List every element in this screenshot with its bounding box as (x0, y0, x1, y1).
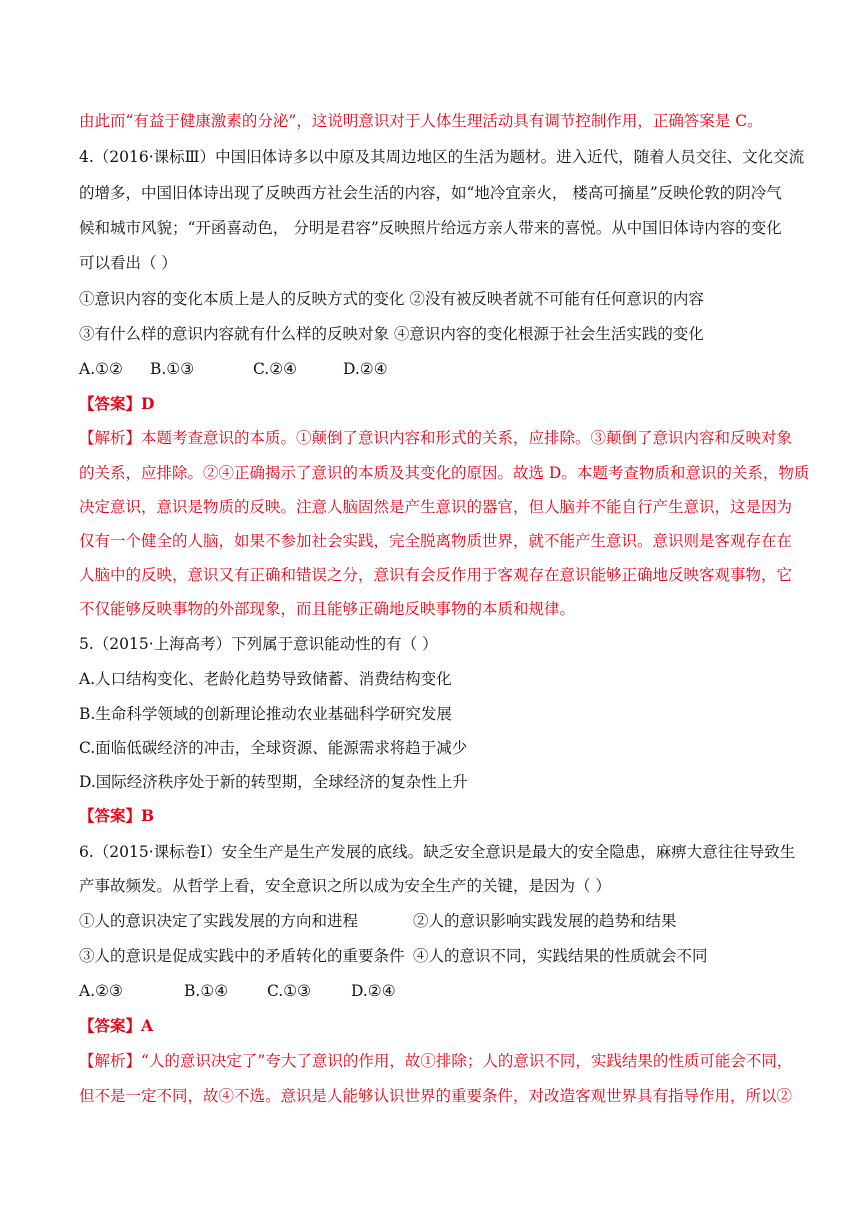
q4-analysis-line-5: 人脑中的反映，意识又有正确和错误之分，意识有会反作用于客观存在意识能够正确地反映客观事物，它 (79, 566, 793, 584)
q6-statement-3: ③人的意识是促成实践中的矛盾转化的重要条件 (79, 947, 405, 965)
q4-options (79, 359, 479, 379)
q4-stem-line-1: 4.（2016·课标Ⅲ）中国旧体诗多以中原及其周边地区的生活为题材。进入近代，随着人员交往、文化交流 (79, 148, 805, 166)
q5-answer: 【答案】B (79, 806, 155, 825)
q4-option-c: C.②④ (253, 360, 298, 378)
q6-analysis-line-1: 【解析】“人的意识决定了”夸大了意识的作用，故①排除；人的意识不同，实践结果的性质可能会不同， (79, 1052, 793, 1070)
q6-statement-1: ①人的意识决定了实践发展的方向和进程 (79, 912, 359, 930)
q4-stem-line-2: 的增多，中国旧体诗出现了反映西方社会生活的内容，如“地冷宜亲火， 楼高可摘星”反映伦敦的阴冷气 (79, 184, 782, 202)
q4-statement-1: ①意识内容的变化本质上是人的反映方式的变化 ②没有被反映者就不可能有任何意识的内容 (79, 290, 704, 308)
q5-stem: 5.（2015·上海高考）下列属于意识能动性的有（ ） (79, 635, 438, 653)
q4-analysis-line-6: 不仅能够反映事物的外部现象，而且能够正确地反映事物的本质和规律。 (79, 600, 576, 618)
q6-answer: 【答案】A (79, 1016, 154, 1035)
q6-option-a: A.②③ (79, 982, 123, 1000)
q5-option-a: A.人口结构变化、老龄化趋势导致储蓄、消费结构变化 (79, 670, 452, 688)
q6-stem-line-1: 6.（2015·课标卷Ⅰ）安全生产是生产发展的底线。缺乏安全意识是最大的安全隐患，麻痹大意往往导致生 (79, 843, 796, 861)
q6-stem-line-2: 产事故频发。从哲学上看，安全意识之所以成为安全生产的关键，是因为（ ） (79, 877, 611, 895)
q6-statement-2: ②人的意识影响实践发展的趋势和结果 (413, 912, 677, 930)
q4-stem-line-3: 候和城市风貌；“开函喜动色， 分明是君容”反映照片给远方亲人带来的喜悦。从中国旧体诗内容的变化 (79, 219, 782, 237)
q6-statements-row-2 (79, 946, 779, 966)
q4-option-d: D.②④ (343, 360, 388, 378)
q6-option-d: D.②④ (351, 982, 396, 1000)
q4-statement-2: ③有什么样的意识内容就有什么样的反映对象 ④意识内容的变化根源于社会生活实践的变化 (79, 325, 704, 343)
q6-options (79, 981, 479, 1001)
q5-option-c: C.面临低碳经济的冲击，全球资源、能源需求将趋于减少 (79, 739, 468, 757)
q4-analysis-line-2: 的关系，应排除。②④正确揭示了意识的本质及其变化的原因。故选 D。本题考查物质和意识的关系，物质 (79, 464, 810, 482)
intro-line: 由此而“有益于健康激素的分泌”，这说明意识对于人体生理活动具有调节控制作用，正确答案是 C。 (79, 112, 763, 130)
q6-statement-4: ④人的意识不同，实践结果的性质就会不同 (413, 947, 708, 965)
q4-analysis-line-4: 仅有一个健全的人脑，如果不参加社会实践，完全脱离物质世界，就不能产生意识。意识则是客观存在在 (79, 532, 793, 550)
q4-stem-line-4: 可以看出（ ） (79, 254, 177, 272)
q4-answer: 【答案】D (79, 394, 155, 413)
q6-option-b: B.①④ (184, 982, 229, 1000)
q4-analysis-line-1: 【解析】本题考查意识的本质。①颠倒了意识内容和形式的关系，应排除。③颠倒了意识内容和反映对象 (79, 429, 793, 447)
q6-analysis-line-2: 但不是一定不同，故④不选。意识是人能够认识世界的重要条件，对改造客观世界具有指导作用，所以② (79, 1087, 793, 1105)
q4-analysis-line-3: 决定意识，意识是物质的反映。注意人脑固然是产生意识的器官，但人脑并不能自行产生意识，这是因为 (79, 498, 793, 516)
q6-statements-row-1 (79, 911, 779, 931)
q5-option-d: D.国际经济秩序处于新的转型期，全球经济的复杂性上升 (79, 773, 468, 791)
q5-option-b: B.生命科学领域的创新理论推动农业基础科学研究发展 (79, 705, 452, 723)
q6-option-c: C.①③ (267, 982, 312, 1000)
q4-option-b: B.①③ (150, 360, 195, 378)
q4-option-a: A.①② (79, 360, 123, 378)
